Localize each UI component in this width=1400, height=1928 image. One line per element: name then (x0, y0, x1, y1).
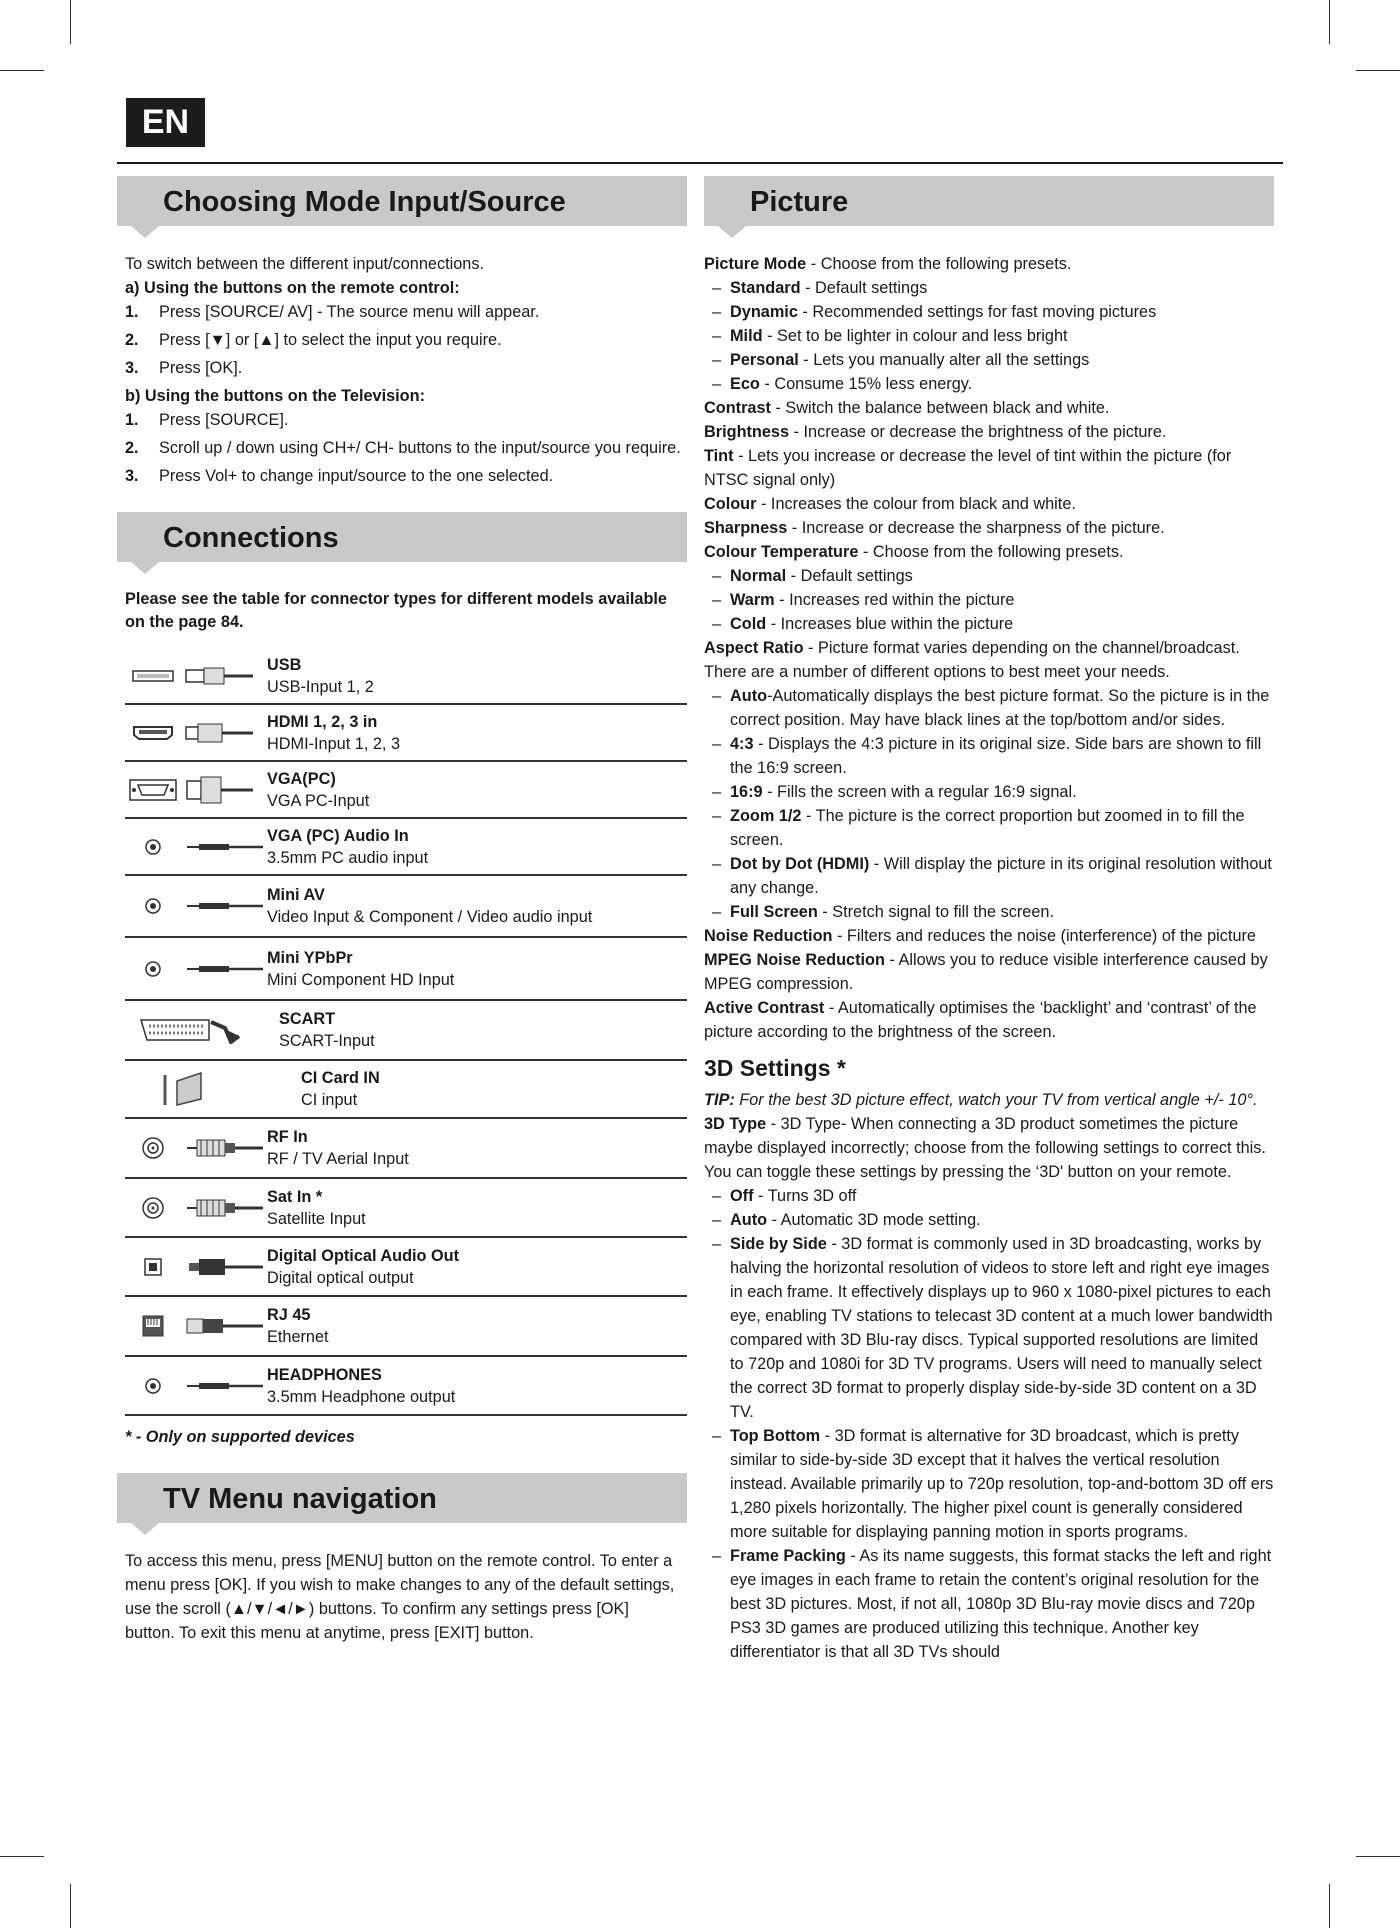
connector-name: SCART (279, 1010, 336, 1028)
setting-name: Dot by Dot (HDMI) (730, 855, 870, 873)
ci-card-icon (161, 1069, 211, 1109)
list-item (125, 464, 687, 488)
list-item (704, 276, 1274, 300)
subsection-title-3d: 3D Settings * (704, 1055, 846, 1081)
setting-desc: - 3D format is commonly used in 3D broadcasting, works by halving the horizontal resolution of videos to store left and right eye images in each frame. It effectively displays up to 960 x 1080-pixel pictures to each eye, enabling TV stations to telecast 3D content at a much lower bandwidth compared with 3D Blu-ray discs. Typical supported resolutions are limited to 720p and 1080i for 3D TV programs. Users will need to manually select the correct 3D format to properly display side-by-side 3D content on a 3D TV. (730, 1235, 1273, 1421)
rj45-port-icon (142, 1315, 164, 1337)
connector-name: Digital Optical Audio Out (267, 1246, 460, 1265)
connections-note: Please see the table for connector types for different models available on the page 84. (125, 590, 667, 631)
table-row (125, 1297, 687, 1357)
connector-desc: Video Input & Component / Video audio input (267, 908, 593, 926)
list-item (704, 804, 1274, 852)
list-item (125, 408, 687, 432)
setting-name: Brightness (704, 423, 790, 441)
setting-paragraph (704, 492, 1274, 516)
table-row (125, 938, 687, 1001)
setting-name: Mild (730, 327, 763, 345)
setting-name: Frame Packing (730, 1547, 846, 1565)
setting-desc: - Displays the 4:3 picture in its original size. Side bars are shown to fill the 16:9 screen. (730, 735, 1262, 777)
audio-jack-port-icon (144, 960, 162, 978)
picture-settings (704, 252, 1274, 1044)
setting-paragraph (704, 636, 1274, 684)
setting-desc: - Increase or decrease the sharpness of the picture. (787, 519, 1165, 537)
setting-desc: - Turns 3D off (753, 1187, 857, 1205)
connector-desc: HDMI-Input 1, 2, 3 (267, 734, 401, 753)
table-row (125, 1238, 687, 1297)
table-row (125, 1061, 687, 1119)
table-row (125, 705, 687, 762)
setting-name: 3D Type (704, 1115, 767, 1133)
setting-desc: - Increase or decrease the brightness of the picture. (789, 423, 1167, 441)
section-header-connections (117, 512, 687, 562)
connector-desc: CI input (301, 1091, 358, 1109)
step-text: Press [OK]. (159, 359, 243, 377)
setting-name: Colour Temperature (704, 543, 859, 561)
menu-text: To access this menu, press [MENU] button on the remote control. To enter a menu press [OK]. If you wish to make changes to any of the default settings, use the scroll (▲/▼/◄/►) buttons. To confirm any settings press [OK] button. To exit this menu at anytime, press [EXIT] button. (125, 1552, 675, 1642)
list-item (125, 300, 687, 324)
list-item (704, 1208, 1274, 1232)
setting-name: Full Screen (730, 903, 818, 921)
table-row (125, 819, 687, 876)
setting-name: MPEG Noise Reduction (704, 951, 885, 969)
setting-desc: - Choose from the following presets. (806, 255, 1072, 273)
connector-name: HDMI 1, 2, 3 in (267, 712, 378, 731)
setting-desc: -Automatically displays the best picture format. So the picture is in the correct position. May have black lines at the top/bottom and/or sides. (730, 687, 1270, 729)
audio-jack-plug-icon (185, 963, 265, 975)
setting-desc: - Automatically optimises the ‘backlight’ and ‘contrast’ of the picture according to the brightness of the screen. (704, 999, 1257, 1041)
table-row (125, 1179, 687, 1238)
setting-name: Zoom 1/2 (730, 807, 802, 825)
setting-name: Personal (730, 351, 799, 369)
connector-desc: 3.5mm PC audio input (267, 848, 429, 867)
setting-name: Tint (704, 447, 734, 465)
setting-desc: - Will display the picture in its original resolution without any change. (730, 855, 1272, 897)
audio-jack-plug-icon (185, 900, 265, 912)
connector-name: CI Card IN (301, 1069, 380, 1087)
setting-desc: - 3D Type- When connecting a 3D product sometimes the picture maybe displayed incorrectly; choose from the following settings to correct this. You can toggle these settings by pressing the ‘3D' button on your remote. (704, 1115, 1266, 1181)
list-item (704, 732, 1274, 780)
connector-name: RJ 45 (267, 1306, 311, 1324)
setting-desc: - Lets you increase or decrease the level of tint within the picture (for NTSC signal only) (704, 447, 1232, 489)
connector-desc: SCART-Input (279, 1032, 375, 1050)
connector-name: Sat In * (267, 1187, 323, 1206)
crop-mark (70, 1884, 71, 1928)
setting-paragraph (704, 420, 1274, 444)
crop-mark (0, 70, 44, 71)
step-number: 1. (125, 303, 139, 321)
list-item (704, 1232, 1274, 1424)
connector-name: Mini YPbPr (267, 948, 353, 967)
table-row (125, 648, 687, 705)
connector-desc: USB-Input 1, 2 (267, 677, 374, 696)
setting-paragraph (704, 252, 1274, 276)
step-text: Press [SOURCE/ AV] - The source menu will appear. (159, 303, 540, 321)
section-header-source (117, 176, 687, 226)
setting-desc: - As its name suggests, this format stacks the left and right eye images in each frame to retain the content’s original resolution for the best 3D pictures. Most, if not all, 1080p 3D Blu-ray movie discs and 720p PS3 3D games are produced utilizing this technique. Another key differentiator is that all 3D TVs should (730, 1547, 1272, 1661)
left-column (117, 176, 687, 1645)
audio-jack-port-icon (144, 897, 162, 915)
connector-name: Mini AV (267, 886, 325, 904)
section-header-menu (117, 1473, 687, 1523)
setting-desc: - Allows you to reduce visible interference caused by MPEG compression. (704, 951, 1268, 993)
crop-mark (1329, 0, 1330, 44)
connector-desc: Ethernet (267, 1328, 329, 1346)
setting-name: Contrast (704, 399, 771, 417)
list-item (704, 300, 1274, 324)
section-title: Connections (163, 522, 339, 554)
step-number: 3. (125, 467, 139, 485)
setting-paragraph (704, 516, 1274, 540)
tv-steps (117, 408, 687, 488)
list-item (704, 348, 1274, 372)
setting-desc: - Consume 15% less energy. (759, 375, 973, 393)
remote-steps (117, 300, 687, 380)
setting-name: Noise Reduction (704, 927, 833, 945)
vga-port-icon (129, 779, 177, 801)
setting-desc: - Lets you manually alter all the settings (798, 351, 1090, 369)
setting-paragraph (704, 924, 1274, 948)
setting-desc: - 3D format is alternative for 3D broadcast, which is pretty similar to side-by-side 3D except that it halves the vertical resolution instead. Available primarily up to 720p resolution, top-and-bottom 3D off ers 1,280 pixels horizontally. The higher pixel count is generally considered more suitable for displaying panning motion in sports programs. (730, 1427, 1274, 1541)
setting-name: Auto (730, 1211, 768, 1229)
step-number: 3. (125, 359, 139, 377)
table-row (125, 762, 687, 819)
setting-name: Cold (730, 615, 767, 633)
table-row (125, 876, 687, 938)
tip-label: TIP: (704, 1091, 735, 1109)
sat-plug-icon (185, 1197, 265, 1219)
list-item (704, 900, 1274, 924)
scart-connector-icon (139, 1016, 259, 1044)
connector-table (125, 648, 687, 1416)
setting-desc: - Default settings (800, 279, 928, 297)
setting-name: 16:9 (730, 783, 763, 801)
tip-body: For the best 3D picture effect, watch your TV from vertical angle +/- 10°. (734, 1091, 1258, 1109)
step-number: 1. (125, 411, 139, 429)
step-text: Scroll up / down using CH+/ CH- buttons to the input/source you require. (159, 439, 681, 457)
list-item (704, 612, 1274, 636)
setting-name: Dynamic (730, 303, 798, 321)
connector-desc: Mini Component HD Input (267, 970, 455, 989)
step-number: 2. (125, 331, 139, 349)
hdmi-plug-icon (185, 722, 255, 744)
crop-mark (1356, 70, 1400, 71)
tip-text (704, 1088, 1274, 1112)
table-row (125, 1119, 687, 1179)
list-item (704, 324, 1274, 348)
connector-name: USB (267, 655, 302, 674)
remote-heading: a) Using the buttons on the remote control: (125, 279, 460, 297)
audio-jack-plug-icon (185, 841, 265, 853)
step-text: Press [SOURCE]. (159, 411, 289, 429)
connector-desc: Satellite Input (267, 1209, 366, 1228)
setting-desc: - Automatic 3D mode setting. (767, 1211, 981, 1229)
setting-paragraph (704, 1112, 1274, 1184)
tv-heading: b) Using the buttons on the Television: (125, 387, 425, 405)
header-rule (117, 162, 1283, 164)
rj45-plug-icon (185, 1315, 265, 1337)
usb-plug-icon (185, 666, 255, 686)
setting-desc: - Increases the colour from black and white. (756, 495, 1076, 513)
vga-plug-icon (185, 775, 255, 805)
step-text: Press [▼] or [▲] to select the input you require. (159, 331, 502, 349)
crop-mark (1329, 1884, 1330, 1928)
setting-name: Side by Side (730, 1235, 827, 1253)
setting-name: Warm (730, 591, 775, 609)
setting-name: 4:3 (730, 735, 754, 753)
setting-name: Top Bottom (730, 1427, 821, 1445)
connector-name: HEADPHONES (267, 1365, 382, 1384)
setting-desc: - Increases red within the picture (774, 591, 1015, 609)
connector-desc: Digital optical output (267, 1268, 414, 1287)
crop-mark (0, 1856, 44, 1857)
step-text: Press Vol+ to change input/source to the one selected. (159, 467, 554, 485)
list-item (704, 1424, 1274, 1544)
crop-mark (70, 0, 71, 44)
connector-name: RF In (267, 1128, 308, 1146)
usb-port-icon (132, 669, 174, 683)
language-badge: EN (126, 98, 205, 147)
setting-name: Normal (730, 567, 787, 585)
list-item (704, 372, 1274, 396)
list-item (704, 564, 1274, 588)
source-intro: To switch between the different input/connections. (125, 255, 485, 273)
setting-paragraph (704, 396, 1274, 420)
setting-name: Aspect Ratio (704, 639, 804, 657)
list-item (125, 356, 687, 380)
setting-desc: - Fills the screen with a regular 16:9 signal. (762, 783, 1077, 801)
setting-desc: - Picture format varies depending on the channel/broadcast. There are a number of different options to best meet your needs. (704, 639, 1240, 681)
setting-paragraph (704, 996, 1274, 1044)
list-item (125, 328, 687, 352)
section-title: TV Menu navigation (163, 1483, 437, 1515)
hdmi-port-icon (132, 725, 174, 741)
connector-desc: RF / TV Aerial Input (267, 1150, 409, 1168)
setting-name: Eco (730, 375, 760, 393)
optical-plug-icon (185, 1257, 265, 1277)
list-item (704, 1544, 1274, 1664)
setting-desc: - The picture is the correct proportion but zoomed in to fill the screen. (730, 807, 1245, 849)
setting-desc: - Switch the balance between black and white. (770, 399, 1110, 417)
setting-name: Active Contrast (704, 999, 825, 1017)
section-title: Choosing Mode Input/Source (163, 186, 566, 218)
setting-name: Off (730, 1187, 754, 1205)
connector-desc: VGA PC-Input (267, 791, 370, 810)
list-item (704, 684, 1274, 732)
setting-desc: - Choose from the following presets. (858, 543, 1124, 561)
setting-paragraph (704, 948, 1274, 996)
list-item (704, 1184, 1274, 1208)
setting-name: Sharpness (704, 519, 788, 537)
list-item (704, 588, 1274, 612)
footnote: * - Only on supported devices (125, 1428, 355, 1446)
setting-name: Picture Mode (704, 255, 807, 273)
step-number: 2. (125, 439, 139, 457)
connector-name: VGA(PC) (267, 769, 336, 788)
setting-paragraph (704, 540, 1274, 564)
connector-desc: 3.5mm Headphone output (267, 1387, 456, 1406)
crop-mark (1356, 1856, 1400, 1857)
right-column (704, 176, 1274, 1664)
setting-desc: - Default settings (786, 567, 913, 585)
section-header-picture (704, 176, 1274, 226)
table-row (125, 1001, 687, 1061)
setting-name: Standard (730, 279, 801, 297)
setting-desc: - Stretch signal to fill the screen. (817, 903, 1054, 921)
section-title: Picture (750, 186, 849, 218)
sat-port-icon (141, 1196, 165, 1220)
table-row (125, 1357, 687, 1416)
connector-name: VGA (PC) Audio In (267, 826, 409, 845)
setting-desc: - Recommended settings for fast moving pictures (797, 303, 1157, 321)
setting-name: Colour (704, 495, 757, 513)
headphone-jack-plug-icon (185, 1380, 265, 1392)
setting-desc: - Set to be lighter in colour and less bright (762, 327, 1068, 345)
setting-desc: - Increases blue within the picture (766, 615, 1014, 633)
audio-jack-port-icon (144, 838, 162, 856)
headphone-jack-port-icon (144, 1377, 162, 1395)
list-item (704, 852, 1274, 900)
setting-paragraph (704, 444, 1274, 492)
rf-port-icon (141, 1136, 165, 1160)
setting-desc: - Filters and reduces the noise (interference) of the picture (832, 927, 1256, 945)
optical-port-icon (143, 1257, 163, 1277)
list-item (704, 780, 1274, 804)
list-item (125, 436, 687, 460)
3d-settings (704, 1112, 1274, 1664)
setting-name: Auto (730, 687, 768, 705)
rf-plug-icon (185, 1137, 265, 1159)
